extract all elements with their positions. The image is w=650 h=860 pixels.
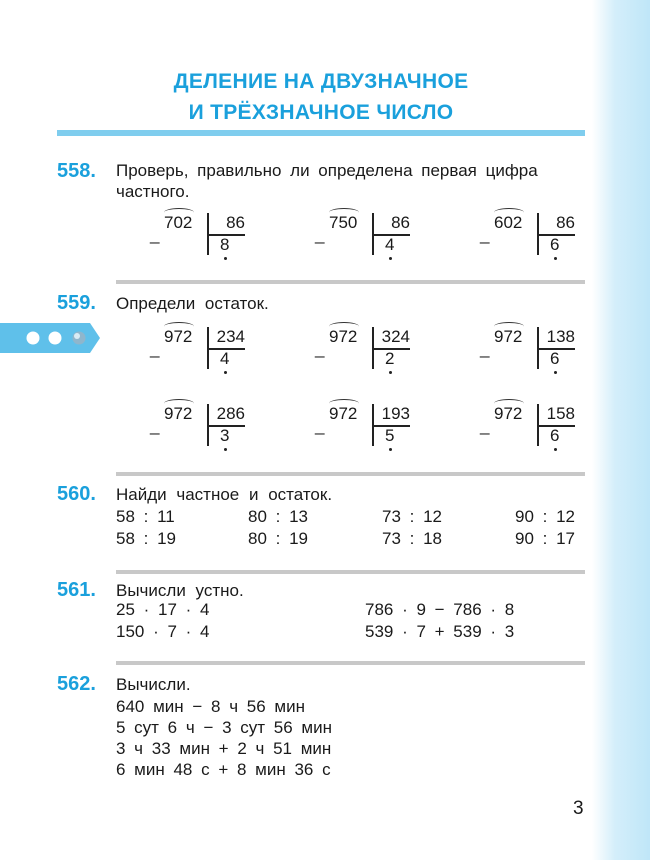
- expression: 3 ч 33 мин + 2 ч 51 мин: [116, 739, 332, 758]
- long-division: [150, 404, 260, 452]
- divisor: 158: [546, 404, 575, 423]
- minus-sign: _: [480, 225, 490, 244]
- exercise-number-562: 562.: [57, 673, 96, 695]
- long-division: [480, 213, 590, 261]
- minus-sign: _: [315, 416, 325, 435]
- divisor: 138: [546, 327, 575, 346]
- side-gradient-strip: [592, 0, 650, 860]
- quotient-dot: [224, 448, 227, 451]
- divider: [116, 570, 585, 574]
- quotient-dot: [554, 448, 557, 451]
- long-division: [150, 213, 260, 261]
- long-division: [480, 327, 590, 375]
- quotient-dot: [224, 371, 227, 374]
- expression: 6 мин 48 с + 8 мин 36 с: [116, 760, 331, 779]
- quotient-dot: [554, 371, 557, 374]
- quotient: 5: [385, 426, 395, 445]
- minus-sign: _: [150, 339, 160, 358]
- expression: 539 · 7 + 539 · 3: [365, 622, 515, 641]
- minus-sign: _: [480, 339, 490, 358]
- expression: 73 : 12: [382, 507, 442, 526]
- dividend: 972: [329, 327, 358, 346]
- page-title-line2: И ТРЁХЗНАЧНОЕ ЧИСЛО: [188, 101, 454, 124]
- expression: 25 · 17 · 4: [116, 600, 210, 619]
- quotient: 6: [550, 426, 560, 445]
- divisor: 324: [381, 327, 410, 346]
- expression: 640 мин − 8 ч 56 мин: [116, 697, 305, 716]
- dividend: 702: [164, 213, 193, 232]
- page-title-line1: ДЕЛЕНИЕ НА ДВУЗНАЧНОЕ: [173, 70, 469, 93]
- quotient: 4: [385, 235, 395, 254]
- long-division: [315, 213, 425, 261]
- long-division: [315, 327, 425, 375]
- exercise-number-559: 559.: [57, 292, 96, 314]
- minus-sign: _: [150, 225, 160, 244]
- divider: [116, 472, 585, 476]
- divisor: 286: [216, 404, 245, 423]
- divisor: 86: [226, 213, 245, 232]
- dividend: 972: [329, 404, 358, 423]
- exercise-560-text: Найди частное и остаток.: [116, 485, 333, 504]
- quotient: 6: [550, 235, 560, 254]
- long-division: [315, 404, 425, 452]
- exercise-558-text: Проверь, правильно ли определена первая цифра: [116, 161, 538, 180]
- exercise-558-text-cont: частного.: [116, 182, 190, 201]
- expression: 90 : 12: [515, 507, 575, 526]
- exercise-number-558: 558.: [57, 160, 96, 182]
- difficulty-tab-icon: [0, 323, 100, 353]
- dividend: 602: [494, 213, 523, 232]
- quotient: 3: [220, 426, 230, 445]
- divider: [116, 280, 585, 284]
- exercise-561-text: Вычисли устно.: [116, 581, 244, 600]
- expression: 5 сут 6 ч − 3 сут 56 мин: [116, 718, 332, 737]
- minus-sign: _: [480, 416, 490, 435]
- dividend: 972: [164, 404, 193, 423]
- expression: 80 : 19: [248, 529, 308, 548]
- quotient: 4: [220, 349, 230, 368]
- quotient-dot: [224, 257, 227, 260]
- page-number: 3: [573, 798, 584, 819]
- quotient-dot: [554, 257, 557, 260]
- dividend: 750: [329, 213, 358, 232]
- divisor: 86: [556, 213, 575, 232]
- quotient-dot: [389, 448, 392, 451]
- expression: 786 · 9 − 786 · 8: [365, 600, 515, 619]
- quotient: 8: [220, 235, 230, 254]
- expression: 58 : 19: [116, 529, 176, 548]
- divisor: 193: [381, 404, 410, 423]
- expression: 80 : 13: [248, 507, 308, 526]
- exercise-559-text: Определи остаток.: [116, 294, 269, 313]
- expression: 73 : 18: [382, 529, 442, 548]
- dividend: 972: [164, 327, 193, 346]
- dividend: 972: [494, 327, 523, 346]
- long-division: [150, 327, 260, 375]
- quotient-dot: [389, 257, 392, 260]
- expression: 58 : 11: [116, 507, 175, 526]
- divisor: 86: [391, 213, 410, 232]
- quotient: 2: [385, 349, 395, 368]
- quotient-dot: [389, 371, 392, 374]
- minus-sign: _: [315, 339, 325, 358]
- dividend: 972: [494, 404, 523, 423]
- expression: 150 · 7 · 4: [116, 622, 210, 641]
- title-underline: [57, 130, 585, 136]
- long-division: [480, 404, 590, 452]
- quotient: 6: [550, 349, 560, 368]
- exercise-562-text: Вычисли.: [116, 675, 191, 694]
- exercise-number-560: 560.: [57, 483, 96, 505]
- minus-sign: _: [315, 225, 325, 244]
- divider: [116, 661, 585, 665]
- divisor: 234: [216, 327, 245, 346]
- expression: 90 : 17: [515, 529, 575, 548]
- minus-sign: _: [150, 416, 160, 435]
- exercise-number-561: 561.: [57, 579, 96, 601]
